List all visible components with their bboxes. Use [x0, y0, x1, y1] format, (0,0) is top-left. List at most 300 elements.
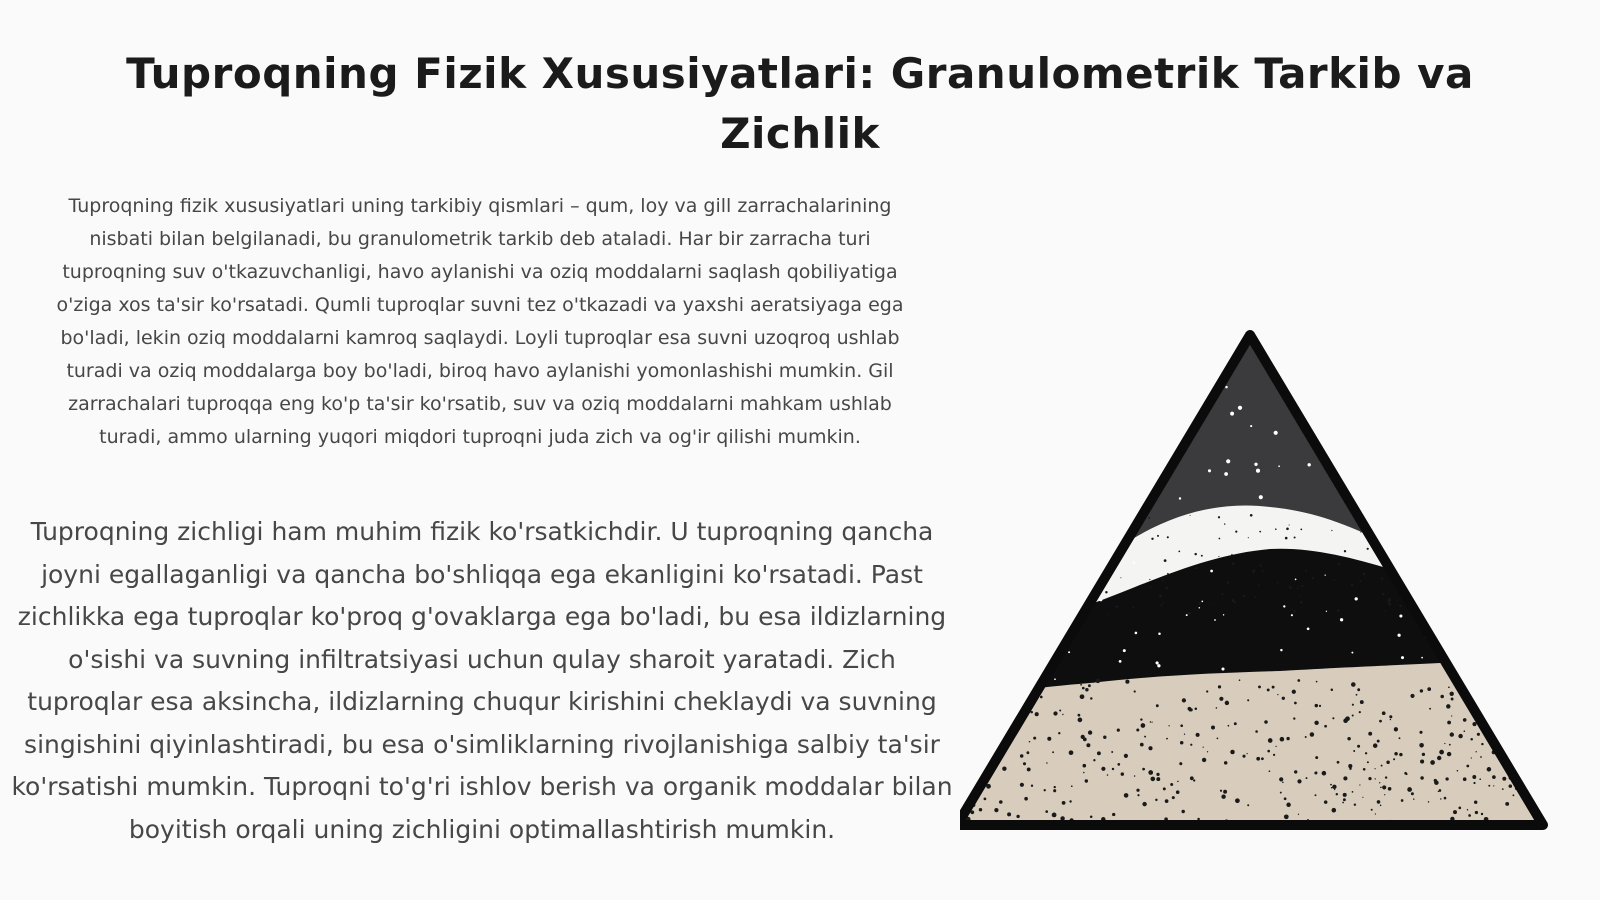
soil-speck	[1148, 517, 1150, 519]
soil-speck	[1302, 607, 1303, 608]
soil-speck	[1232, 599, 1235, 602]
soil-speck	[1397, 600, 1398, 601]
soil-speck	[1158, 632, 1161, 635]
soil-speck	[1305, 736, 1307, 738]
soil-speck	[1134, 775, 1136, 777]
soil-speck	[1352, 791, 1354, 793]
soil-speck	[1273, 754, 1275, 756]
soil-speck	[1112, 813, 1115, 816]
soil-speck	[980, 740, 982, 742]
soil-speck	[1429, 708, 1431, 710]
soil-speck	[1438, 791, 1439, 792]
soil-speck	[1151, 721, 1152, 722]
soil-speck	[1046, 762, 1048, 764]
soil-speck	[1218, 685, 1221, 688]
soil-speck	[1368, 732, 1372, 736]
soil-speck	[1277, 582, 1278, 583]
soil-speck	[1319, 705, 1321, 707]
soil-speck	[1495, 705, 1498, 708]
soil-speck	[1179, 497, 1181, 499]
soil-speck	[1292, 690, 1296, 694]
soil-speck	[1451, 715, 1452, 716]
soil-speck	[1355, 597, 1358, 600]
soil-speck	[1353, 750, 1355, 752]
soil-speck	[1447, 721, 1451, 725]
soil-speck	[1140, 743, 1144, 747]
soil-speck	[1401, 656, 1404, 659]
soil-speck	[1195, 707, 1198, 710]
soil-speck	[1301, 585, 1303, 587]
soil-speck	[1397, 634, 1400, 637]
soil-speck	[1283, 605, 1285, 607]
soil-speck	[1144, 736, 1146, 738]
soil-speck	[1219, 538, 1221, 540]
soil-speck	[1224, 523, 1225, 524]
soil-speck	[1389, 715, 1392, 718]
soil-speck	[985, 718, 989, 722]
soil-speck	[1248, 537, 1249, 538]
soil-speck	[1322, 771, 1327, 776]
density-paragraph: Tuproqning zichligi ham muhim fizik ko'rsatkichdir. U tuproqning qancha joyni egallaganligi va qancha bo'shliqqa ega ekanligini ko'rsatadi. Past zichlikka ega tuproqlar ko'proq g'ovaklarga ega bo'ladi, bu esa ildizlarning o'sishi va suvning infiltratsiyasi uchun qulay sharoit yaratadi. Zich tuproqlar esa aksincha, ildizlarning chuqur kirishini cheklaydi va suvning singishini qiyinlashtiradi, bu esa o'simliklarning rivojlanishiga salbiy ta'sir ko'rsatishi mumkin. Tuproqni to'g'ri ishlov berish va organik moddalar bilan boyitish orqali uning zichligini optimallashtirish mumkin.	[11, 517, 953, 844]
soil-speck	[1140, 718, 1142, 720]
soil-speck	[1446, 704, 1450, 708]
soil-speck	[1458, 734, 1462, 738]
soil-speck	[1399, 753, 1402, 756]
soil-speck	[1286, 803, 1291, 808]
soil-speck	[1268, 738, 1273, 743]
soil-speck	[1473, 782, 1475, 784]
soil-speck	[1047, 737, 1051, 741]
soil-speck	[1190, 776, 1194, 780]
soil-speck	[1547, 782, 1549, 784]
soil-speck	[1069, 750, 1074, 755]
soil-speck	[1333, 579, 1335, 581]
soil-speck	[1040, 696, 1043, 699]
soil-speck	[1210, 570, 1213, 573]
soil-speck	[1163, 787, 1166, 790]
soil-speck	[1352, 714, 1354, 716]
soil-speck	[1119, 660, 1122, 663]
soil-speck	[1247, 804, 1249, 806]
soil-speck	[1352, 704, 1354, 706]
soil-speck	[1396, 519, 1398, 521]
soil-speck	[1269, 770, 1271, 772]
soil-speck	[1272, 686, 1275, 689]
soil-speck	[1166, 587, 1169, 590]
soil-speck	[1325, 574, 1326, 575]
soil-speck	[1052, 813, 1057, 818]
soil-speck	[1007, 812, 1011, 816]
soil-speck	[1033, 737, 1036, 740]
soil-speck	[1259, 531, 1261, 533]
soil-speck	[1159, 594, 1162, 597]
soil-speck	[1100, 599, 1103, 602]
soil-speck	[1156, 661, 1159, 664]
soil-speck	[1267, 688, 1270, 691]
soil-speck	[1413, 591, 1415, 593]
soil-speck	[1533, 693, 1535, 695]
page-title: Tuproqning Fizik Xususiyatlari: Granulometrik Tarkib va Zichlik	[126, 49, 1474, 158]
soil-speck	[1238, 406, 1242, 410]
soil-speck	[1466, 642, 1468, 644]
soil-speck	[989, 717, 992, 720]
soil-speck	[1150, 587, 1152, 589]
soil-speck	[1230, 412, 1234, 416]
soil-speck	[1481, 813, 1483, 815]
soil-speck	[962, 684, 966, 688]
soil-speck	[1275, 746, 1276, 747]
soil-speck	[1315, 704, 1318, 707]
soil-speck	[1162, 580, 1164, 582]
soil-speck	[1280, 737, 1285, 742]
soil-speck	[1163, 602, 1164, 603]
soil-speck	[1203, 746, 1204, 747]
soil-speck	[1337, 609, 1339, 611]
soil-speck	[1071, 785, 1073, 787]
soil-speck	[1334, 789, 1335, 790]
soil-speck	[1354, 803, 1356, 805]
soil-speck	[1239, 679, 1241, 681]
soil-speck	[1012, 711, 1015, 714]
soil-speck	[1121, 772, 1124, 775]
soil-speck	[984, 798, 987, 801]
soil-speck	[1093, 759, 1095, 761]
soil-speck	[1275, 528, 1277, 530]
soil-speck	[1492, 775, 1496, 779]
soil-speck	[1020, 783, 1024, 787]
soil-speck	[1381, 577, 1383, 579]
soil-speck	[1548, 709, 1549, 710]
soil-speck	[1544, 723, 1548, 727]
soil-speck	[1330, 784, 1332, 786]
soil-speck	[1476, 751, 1477, 752]
soil-speck	[1178, 551, 1180, 553]
soil-speck	[1427, 522, 1429, 524]
soil-speck	[1124, 754, 1128, 758]
soil-speck	[1351, 682, 1356, 687]
soil-speck	[1467, 809, 1469, 811]
soil-speck	[1420, 776, 1423, 779]
soil-speck	[1452, 627, 1454, 629]
soil-speck	[1254, 596, 1256, 598]
soil-speck	[1112, 768, 1114, 770]
soil-speck	[1180, 724, 1183, 727]
soil-speck	[1556, 685, 1558, 687]
soil-speck	[1117, 523, 1118, 524]
soil-speck	[1196, 733, 1200, 737]
soil-speck	[1016, 815, 1019, 818]
soil-speck	[1097, 751, 1101, 755]
soil-speck	[1285, 537, 1288, 540]
soil-speck	[1388, 598, 1391, 601]
soil-speck	[1062, 714, 1063, 715]
soil-speck	[1255, 730, 1258, 733]
soil-speck	[1201, 555, 1203, 557]
soil-speck	[1149, 579, 1150, 580]
soil-speck	[1135, 632, 1138, 635]
soil-speck	[1010, 694, 1014, 698]
soil-speck	[1380, 787, 1382, 789]
soil-speck	[1530, 685, 1532, 687]
soil-speck	[1052, 751, 1054, 753]
soil-speck	[1289, 586, 1292, 589]
soil-speck	[1259, 495, 1263, 499]
soil-speck	[1506, 698, 1508, 700]
soil-speck	[1156, 773, 1159, 776]
soil-speck	[1340, 618, 1343, 621]
soil-speck	[1012, 687, 1015, 690]
soil-speck	[1120, 577, 1121, 578]
soil-speck	[1384, 610, 1386, 612]
soil-speck	[1201, 601, 1203, 603]
soil-speck	[1172, 796, 1175, 799]
soil-speck	[1343, 798, 1346, 801]
soil-speck	[1295, 579, 1297, 581]
soil-speck	[1188, 707, 1192, 711]
soil-speck	[1284, 797, 1287, 800]
soil-speck	[1450, 732, 1454, 736]
soil-speck	[979, 808, 982, 811]
soil-speck	[1211, 726, 1215, 730]
soil-speck	[1520, 774, 1524, 778]
soil-speck	[1059, 710, 1061, 712]
soil-speck	[1300, 528, 1302, 530]
soil-speck	[1297, 779, 1301, 783]
soil-speck	[1504, 714, 1507, 717]
soil-speck	[1088, 730, 1092, 734]
soil-speck	[1399, 605, 1401, 607]
soil-speck	[1466, 765, 1469, 768]
soil-speck	[1219, 697, 1223, 701]
soil-speck	[1451, 698, 1454, 701]
soil-speck	[1360, 700, 1364, 704]
soil-speck	[1250, 425, 1252, 427]
soil-speck	[1453, 810, 1457, 814]
soil-speck	[1343, 793, 1347, 797]
soil-speck	[960, 736, 963, 739]
soil-speck	[1351, 584, 1353, 586]
soil-speck	[1508, 686, 1512, 690]
soil-speck	[1390, 719, 1391, 720]
soil-speck	[1386, 525, 1388, 527]
soil-speck	[1314, 721, 1318, 725]
soil-speck	[1342, 802, 1344, 804]
soil-speck	[1280, 649, 1282, 651]
soil-speck	[1252, 571, 1254, 573]
soil-speck	[1223, 790, 1227, 794]
soil-speck	[1280, 792, 1282, 794]
soil-speck	[1331, 689, 1334, 692]
soil-speck	[1388, 787, 1392, 791]
soil-speck	[1488, 785, 1490, 787]
soil-speck	[1300, 601, 1303, 604]
soil-speck	[1107, 774, 1109, 776]
soil-speck	[1150, 721, 1151, 722]
soil-speck	[1254, 463, 1257, 466]
soil-speck	[1035, 712, 1039, 716]
soil-speck	[1234, 601, 1236, 603]
soil-speck	[1096, 678, 1101, 683]
soil-speck	[1356, 694, 1358, 696]
soil-speck	[1246, 753, 1247, 754]
soil-speck	[1367, 761, 1369, 763]
soil-speck	[1118, 606, 1119, 607]
soil-speck	[1195, 567, 1197, 569]
soil-speck	[1224, 761, 1227, 764]
soil-speck	[1344, 550, 1346, 552]
soil-speck	[1326, 611, 1327, 612]
soil-speck	[1445, 777, 1448, 780]
soil-speck	[969, 708, 972, 711]
soil-speck	[1291, 381, 1294, 384]
soil-speck	[1407, 787, 1412, 792]
soil-speck	[1078, 714, 1081, 717]
soil-speck	[1422, 753, 1425, 756]
soil-speck	[1420, 689, 1423, 692]
soil-speck	[1504, 744, 1508, 748]
soil-speck	[1242, 755, 1245, 758]
soil-speck	[1305, 570, 1307, 572]
soil-speck	[1531, 690, 1533, 692]
soil-speck	[1439, 789, 1442, 792]
soil-speck	[1490, 699, 1493, 702]
soil-speck	[1224, 472, 1228, 476]
soil-speck	[1362, 797, 1363, 798]
soil-speck	[1122, 535, 1124, 537]
soil-speck	[1450, 692, 1454, 696]
soil-speck	[1151, 777, 1156, 782]
soil-speck	[1142, 802, 1146, 806]
soil-speck	[1394, 532, 1397, 535]
soil-speck	[1054, 678, 1056, 680]
soil-speck	[1161, 605, 1163, 607]
soil-speck	[1234, 722, 1237, 725]
soil-speck	[1083, 738, 1087, 742]
soil-speck	[1386, 761, 1390, 765]
soil-speck	[1377, 740, 1380, 743]
soil-speck	[1080, 694, 1085, 699]
soil-speck	[1092, 682, 1093, 683]
soil-speck	[1136, 789, 1139, 792]
soil-speck	[1142, 768, 1145, 771]
soil-speck	[1267, 750, 1270, 753]
soil-speck	[1414, 516, 1416, 518]
soil-speck	[1338, 563, 1340, 565]
soil-speck	[1430, 760, 1435, 765]
soil-speck	[1463, 730, 1465, 732]
soil-speck	[1199, 607, 1201, 609]
soil-speck	[1190, 515, 1191, 516]
soil-speck	[1324, 800, 1328, 804]
soil-speck	[1343, 776, 1347, 780]
soil-speck	[1315, 756, 1318, 759]
soil-speck	[1408, 554, 1410, 556]
soil-speck	[1228, 725, 1230, 727]
soil-speck	[1463, 777, 1467, 781]
soil-speck	[1480, 756, 1482, 758]
soil-speck	[1505, 802, 1509, 806]
soil-speck	[1394, 532, 1395, 533]
soil-speck	[1410, 694, 1414, 698]
soil-speck	[1379, 782, 1380, 783]
soil-speck	[1125, 680, 1129, 684]
soil-speck	[1486, 699, 1489, 702]
soil-speck	[1256, 469, 1260, 473]
soil-speck	[1310, 732, 1314, 736]
soil-speck	[1256, 757, 1260, 761]
soil-speck	[1477, 733, 1480, 736]
soil-speck	[1157, 664, 1160, 667]
soil-speck	[1286, 527, 1289, 530]
soil-speck	[1416, 585, 1418, 587]
soil-speck	[1210, 604, 1211, 605]
soil-speck	[1530, 724, 1531, 725]
soil-speck	[1258, 584, 1260, 586]
soil-speck	[1028, 683, 1031, 686]
soil-speck	[1002, 767, 1006, 771]
soil-speck	[1382, 785, 1386, 789]
soil-speck	[1157, 535, 1159, 537]
soil-speck	[1374, 768, 1375, 769]
soil-speck	[1538, 742, 1541, 745]
soil-speck	[1495, 698, 1496, 699]
soil-speck	[1243, 595, 1245, 597]
soil-speck	[1404, 772, 1407, 775]
soil-speck	[1117, 763, 1120, 766]
soil-speck	[1291, 614, 1293, 616]
soil-speck	[1225, 386, 1227, 388]
soil-speck	[982, 741, 985, 744]
soil-speck	[1331, 787, 1332, 788]
soil-speck	[1535, 778, 1539, 782]
soil-speck	[1085, 779, 1088, 782]
soil-layers-pyramid-image	[960, 325, 1590, 850]
soil-speck	[1492, 702, 1494, 704]
soil-speck	[1324, 725, 1327, 728]
soil-speck	[1029, 741, 1030, 742]
soil-speck	[1088, 544, 1090, 546]
intro-paragraph: Tuproqning fizik xususiyatlari uning tarkibiy qismlari – qum, loy va gill zarrachalarining nisbati bilan belgilanadi, bu granulometrik tarkib deb ataladi. Har bir zarracha turi tuproqning suv o'tkazuvchanligi, havo aylanishi va oziq moddalarni saqlash qobiliyatiga o'ziga xos ta'sir ko'rsatadi. Qumli tuproqlar suvni tez o'tkazadi va yaxshi aeratsiyaga ega bo'ladi, lekin oziq moddalarni kamroq saqlaydi. Loyli tuproqlar esa suvni uzoqroq ushlab turadi va oziq moddalarga boy bo'ladi, biroq havo aylanishi yomonlashishi mumkin. Gil zarrachalari tuproqqa eng ko'p ta'sir ko'rsatib, suv va oziq moddalarni mahkam ushlab turadi, ammo ularning yuqori miqdori tuproqni juda zich va og'ir qilishi mumkin.	[56, 195, 904, 448]
soil-speck	[1045, 810, 1048, 813]
soil-speck	[1393, 758, 1395, 760]
soil-speck	[1473, 688, 1475, 690]
soil-speck	[1502, 777, 1506, 781]
soil-speck	[1282, 697, 1285, 700]
soil-speck	[1019, 686, 1021, 688]
soil-speck	[1085, 688, 1088, 691]
soil-speck	[1448, 686, 1450, 688]
soil-speck	[1357, 688, 1360, 691]
soil-speck	[1190, 744, 1192, 746]
soil-speck	[1008, 694, 1009, 695]
soil-speck	[1103, 736, 1106, 739]
soil-speck	[1467, 683, 1471, 687]
soil-speck	[1394, 752, 1398, 756]
soil-speck	[1410, 592, 1412, 594]
soil-speck	[1274, 431, 1278, 435]
soil-speck	[1483, 698, 1486, 701]
soil-speck	[1351, 652, 1353, 654]
soil-speck	[1208, 469, 1211, 472]
soil-speck	[1068, 651, 1070, 653]
soil-speck	[1471, 757, 1472, 758]
soil-speck	[1550, 765, 1553, 768]
soil-speck	[1542, 785, 1547, 790]
soil-speck	[1148, 770, 1153, 775]
soil-speck	[975, 713, 977, 715]
soil-speck	[1062, 801, 1066, 805]
soil-speck	[1399, 737, 1401, 739]
